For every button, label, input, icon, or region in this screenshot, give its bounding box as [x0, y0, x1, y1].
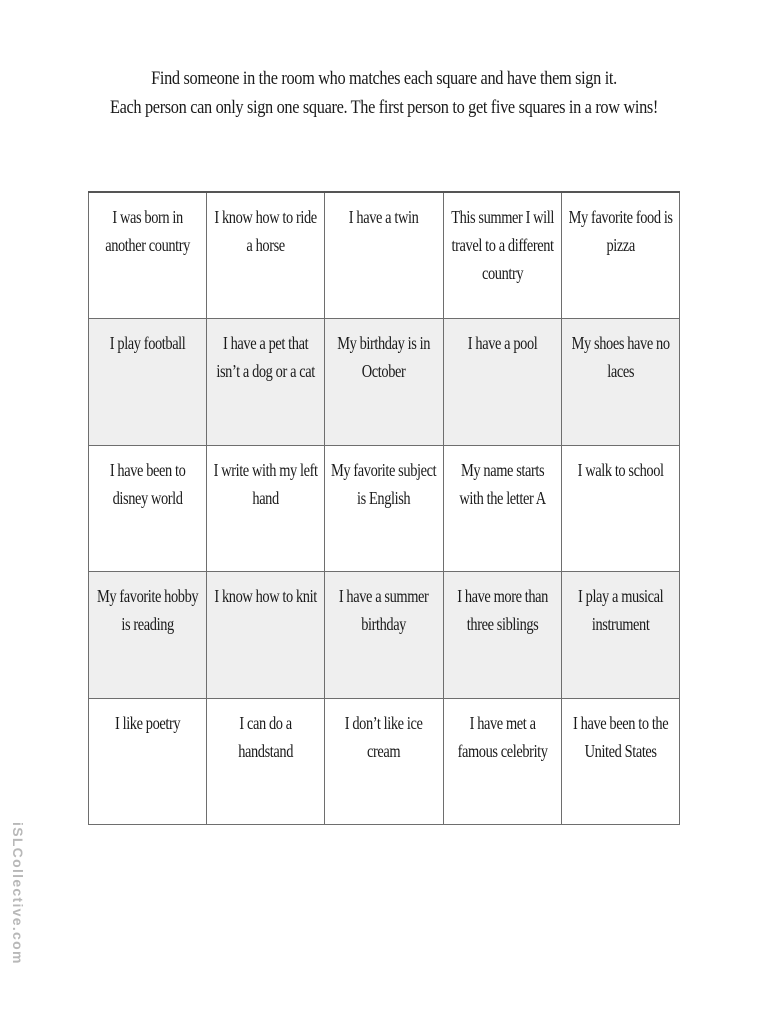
watermark: [8, 822, 28, 1004]
bingo-cell: [325, 192, 443, 319]
bingo-cell: [207, 445, 325, 572]
bingo-cell: [325, 572, 443, 699]
bingo-cell-text: I have been to the United States: [572, 712, 668, 761]
bingo-cell: [325, 698, 443, 825]
bingo-cell-text: My name starts with the letter A: [458, 459, 546, 508]
bingo-cell: [325, 319, 443, 446]
bingo-cell-text: My birthday is in October: [337, 333, 431, 381]
bingo-cell-text: I walk to school: [577, 459, 664, 480]
bingo-cell-text: I write with my left hand: [213, 459, 318, 508]
bingo-row-3: [89, 445, 680, 572]
bingo-cell-text: My favorite subject is English: [331, 459, 437, 508]
bingo-cell: [207, 319, 325, 446]
bingo-cell: [561, 319, 679, 446]
instructions: [0, 64, 768, 122]
bingo-cell-text: I was born in another country: [105, 207, 190, 255]
bingo-row-4: [89, 572, 680, 699]
watermark-text: iSLCollective.com: [10, 822, 26, 965]
bingo-cell-text: I have a summer birthday: [339, 586, 429, 634]
bingo-cell-text: I have a pool: [467, 333, 537, 353]
bingo-cell: [89, 192, 207, 319]
bingo-cell: [207, 192, 325, 319]
bingo-cell-text: My shoes have no laces: [571, 333, 670, 381]
bingo-cell: [443, 572, 561, 699]
bingo-cell-text: I don’t like ice cream: [345, 712, 423, 761]
bingo-cell-text: I have a pet that isn’t a dog or a cat: [216, 333, 316, 381]
bingo-cell: [89, 445, 207, 572]
bingo-cell-text: I play a musical instrument: [577, 586, 663, 634]
bingo-cell: [561, 698, 679, 825]
bingo-cell-text: I know how to ride a horse: [214, 207, 317, 255]
bingo-cell-text: I have met a famous celebrity: [457, 712, 548, 761]
bingo-cell-text: My favorite hobby is reading: [97, 586, 199, 634]
bingo-grid: [88, 191, 680, 825]
bingo-cell: [443, 698, 561, 825]
bingo-cell-text: I have a twin: [349, 207, 419, 227]
bingo-cell-text: I can do a handstand: [238, 712, 294, 761]
instructions-line-1: Find someone in the room who matches each square and have them sign it.: [151, 68, 617, 89]
bingo-cell-text: This summer I will travel to a different country: [450, 207, 554, 283]
bingo-cell: [561, 445, 679, 572]
bingo-cell: [89, 572, 207, 699]
bingo-cell: [89, 698, 207, 825]
instructions-line-2: Each person can only sign one square. The first person to get five squares in a row wins!: [109, 97, 659, 118]
bingo-cell-text: I like poetry: [115, 712, 181, 733]
bingo-cell: [561, 192, 679, 319]
bingo-row-1: [89, 192, 680, 319]
bingo-cell-text: My favorite food is pizza: [568, 207, 673, 255]
bingo-cell-text: I have more than three siblings: [456, 586, 548, 634]
bingo-cell: [207, 698, 325, 825]
bingo-cell: [443, 319, 561, 446]
bingo-cell: [443, 445, 561, 572]
bingo-cell: [325, 445, 443, 572]
bingo-row-2: [89, 319, 680, 446]
bingo-cell-text: I play football: [109, 333, 186, 353]
bingo-row-5: [89, 698, 680, 825]
bingo-cell-text: I know how to knit: [214, 586, 317, 606]
bingo-cell: [561, 572, 679, 699]
bingo-cell: [443, 192, 561, 319]
bingo-cell-text: I have been to disney world: [109, 459, 186, 508]
bingo-cell: [89, 319, 207, 446]
bingo-cell: [207, 572, 325, 699]
